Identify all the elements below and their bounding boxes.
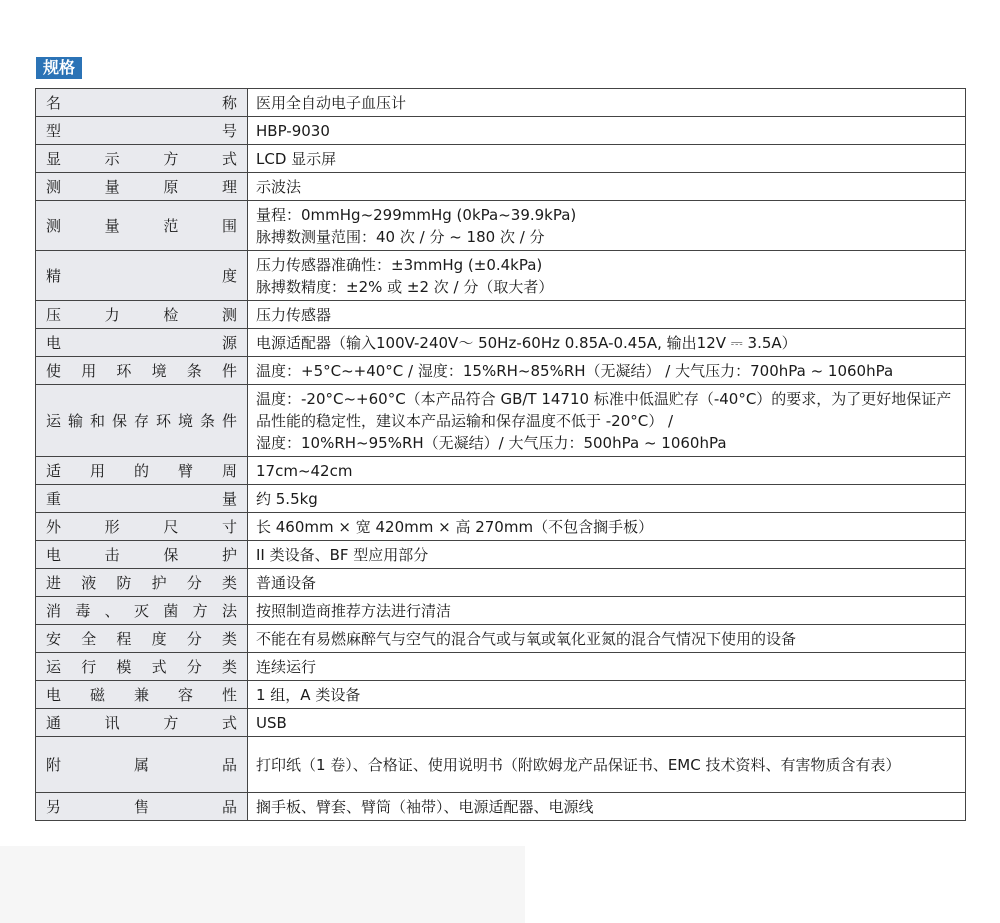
spec-key: 消毒、灭菌方法 — [36, 597, 248, 625]
spec-row — [36, 173, 966, 201]
spec-value: 连续运行 — [248, 653, 966, 681]
spec-value: 压力传感器准确性：±3mmHg (±0.4kPa) 脉搏数精度：±2% 或 ±2 次 / 分（取大者） — [248, 251, 966, 301]
spec-row — [36, 385, 966, 457]
spec-key: 测量范围 — [36, 201, 248, 251]
spec-key: 测量原理 — [36, 173, 248, 201]
spec-row — [36, 457, 966, 485]
spec-key: 名称 — [36, 89, 248, 117]
spec-key: 适用的臂周 — [36, 457, 248, 485]
spec-row — [36, 653, 966, 681]
spec-row — [36, 513, 966, 541]
spec-value: LCD 显示屏 — [248, 145, 966, 173]
spec-key: 型号 — [36, 117, 248, 145]
spec-key: 运输和保存环境条件 — [36, 385, 248, 457]
spec-row — [36, 793, 966, 821]
spec-row — [36, 251, 966, 301]
spec-key: 另售品 — [36, 793, 248, 821]
spec-value: 普通设备 — [248, 569, 966, 597]
spec-value: 长 460mm × 宽 420mm × 高 270mm（不包含搁手板） — [248, 513, 966, 541]
spec-value: 按照制造商推荐方法进行清洁 — [248, 597, 966, 625]
spec-key: 使用环境条件 — [36, 357, 248, 385]
spec-key: 运行模式分类 — [36, 653, 248, 681]
spec-row — [36, 625, 966, 653]
spec-key: 安全程度分类 — [36, 625, 248, 653]
spec-row — [36, 709, 966, 737]
spec-row — [36, 357, 966, 385]
spec-row — [36, 485, 966, 513]
spec-row — [36, 681, 966, 709]
spec-value: 约 5.5kg — [248, 485, 966, 513]
spec-row — [36, 597, 966, 625]
spec-value: 温度：-20°C~+60°C（本产品符合 GB/T 14710 标准中低温贮存（-40°C）的要求，为了更好地保证产品性能的稳定性，建议本产品运输和保存温度不低于 -20°C） / 湿度：10%RH~95%RH（无凝结）/ 大气压力：500hPa ~ 1060hPa — [248, 385, 966, 457]
spec-row — [36, 89, 966, 117]
spec-row — [36, 145, 966, 173]
spec-key: 通讯方式 — [36, 709, 248, 737]
spec-value: II 类设备、BF 型应用部分 — [248, 541, 966, 569]
spec-key: 附属品 — [36, 737, 248, 793]
spec-value: 医用全自动电子血压计 — [248, 89, 966, 117]
spec-key: 电磁兼容性 — [36, 681, 248, 709]
spec-value: 不能在有易燃麻醉气与空气的混合气或与氧或氧化亚氮的混合气情况下使用的设备 — [248, 625, 966, 653]
spec-row — [36, 541, 966, 569]
spec-value: 量程：0mmHg~299mmHg (0kPa~39.9kPa) 脉搏数测量范围：40 次 / 分 ~ 180 次 / 分 — [248, 201, 966, 251]
spec-value: 打印纸（1 卷）、合格证、使用说明书（附欧姆龙产品保证书、EMC 技术资料、有害物质含有表） — [248, 737, 966, 793]
spec-row — [36, 117, 966, 145]
background-panel — [0, 846, 525, 923]
spec-value: 17cm~42cm — [248, 457, 966, 485]
spec-key: 精度 — [36, 251, 248, 301]
spec-value: 示波法 — [248, 173, 966, 201]
spec-key: 重量 — [36, 485, 248, 513]
spec-key: 进液防护分类 — [36, 569, 248, 597]
spec-key: 压力检测 — [36, 301, 248, 329]
spec-value: 1 组，A 类设备 — [248, 681, 966, 709]
spec-table — [35, 88, 966, 821]
spec-value: 搁手板、臂套、臂筒（袖带）、电源适配器、电源线 — [248, 793, 966, 821]
spec-key: 电源 — [36, 329, 248, 357]
spec-value: 电源适配器（输入100V-240V～ 50Hz-60Hz 0.85A-0.45A, 输出12V ⎓ 3.5A） — [248, 329, 966, 357]
section-title: 规格 — [36, 57, 82, 79]
spec-row — [36, 329, 966, 357]
spec-row — [36, 301, 966, 329]
spec-value: 压力传感器 — [248, 301, 966, 329]
spec-row — [36, 569, 966, 597]
spec-value: HBP-9030 — [248, 117, 966, 145]
spec-row — [36, 737, 966, 793]
spec-value: USB — [248, 709, 966, 737]
spec-value: 温度：+5°C~+40°C / 湿度：15%RH~85%RH（无凝结） / 大气压力：700hPa ~ 1060hPa — [248, 357, 966, 385]
spec-key: 电击保护 — [36, 541, 248, 569]
spec-key: 显示方式 — [36, 145, 248, 173]
spec-key: 外形尺寸 — [36, 513, 248, 541]
spec-row — [36, 201, 966, 251]
